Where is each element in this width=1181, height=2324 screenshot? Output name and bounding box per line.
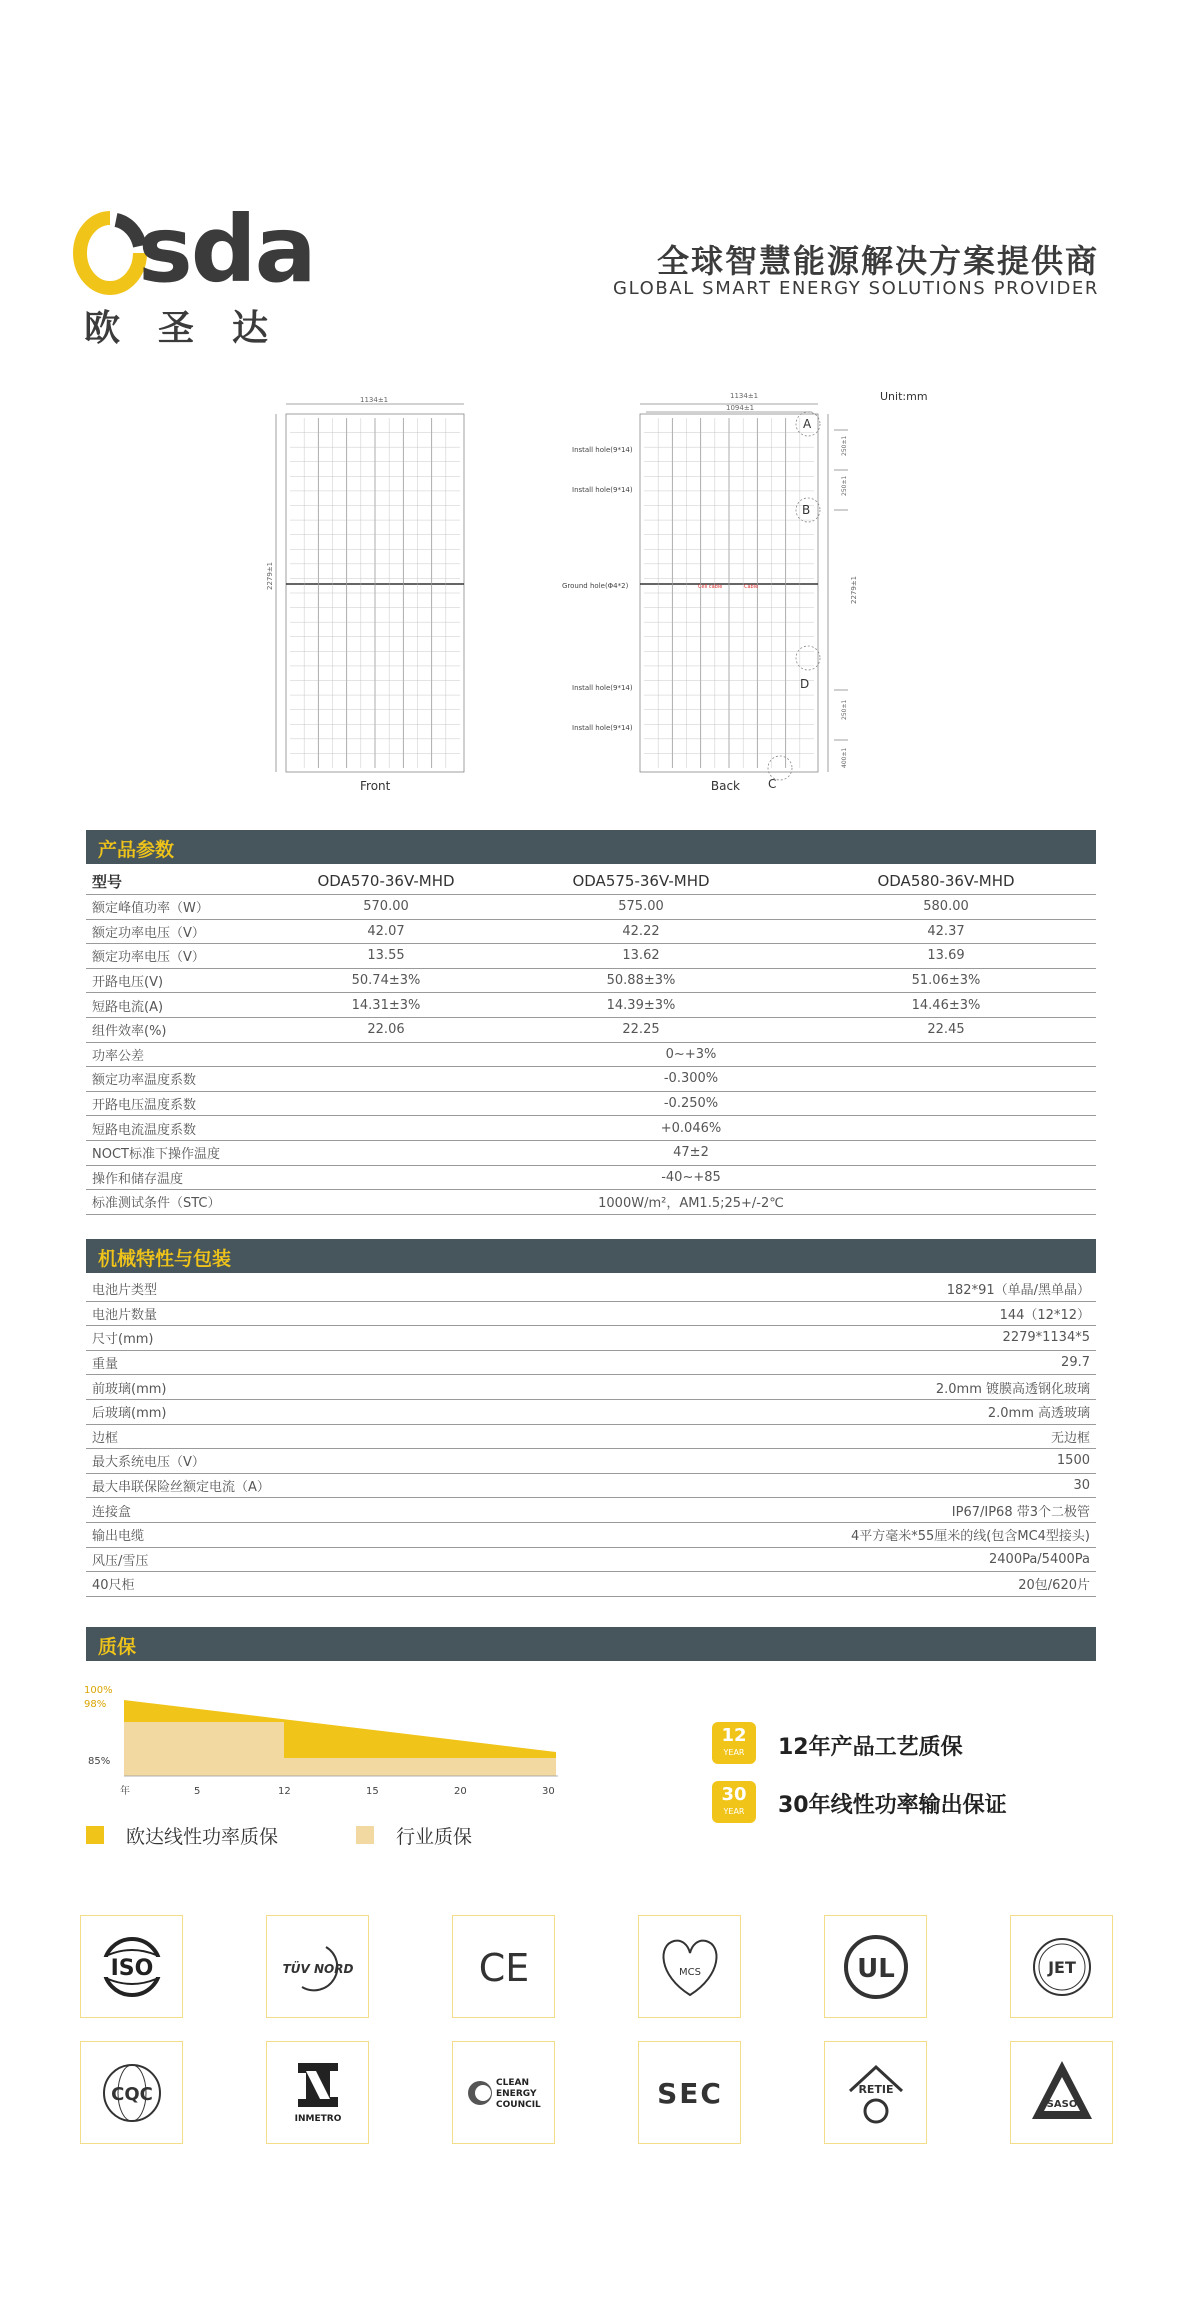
params-header-cell: 型号 xyxy=(86,868,286,895)
cert-jet xyxy=(1010,1915,1113,2018)
param-value: 22.45 xyxy=(796,1017,1096,1042)
mech-value: 2279*1134*5 xyxy=(586,1326,1096,1351)
table-row xyxy=(86,1140,1096,1165)
mech-label: 电池片数量 xyxy=(86,1301,586,1326)
slogan-chinese: 全球智慧能源解决方案提供商 xyxy=(656,242,1099,280)
param-value: -0.250% xyxy=(286,1091,1096,1116)
table-row xyxy=(86,895,1096,920)
mech-label: 电池片类型 xyxy=(86,1277,586,1301)
param-value: 570.00 xyxy=(286,895,486,920)
cert-jet-text: JET xyxy=(1047,1957,1076,1977)
section-bar-params xyxy=(86,830,1096,864)
table-row xyxy=(86,1399,1096,1424)
cert-ce xyxy=(452,1915,555,2018)
badge-30-num: 30 xyxy=(721,1784,747,1805)
cert-retie-text: RETIE xyxy=(857,2082,894,2096)
badge-12-year xyxy=(712,1722,756,1764)
cable-minus: Cell cable xyxy=(698,584,723,590)
param-label: 开路电压(V) xyxy=(86,968,286,993)
cert-cqc-text: CQC xyxy=(110,2083,153,2105)
param-value: 13.69 xyxy=(796,944,1096,969)
param-label: 额定峰值功率（W） xyxy=(86,895,286,920)
cert-saso xyxy=(1010,2041,1113,2144)
param-value: 22.06 xyxy=(286,1017,486,1042)
param-label: 开路电压温度系数 xyxy=(86,1091,286,1116)
back-view xyxy=(640,404,848,780)
install-hole-4: Install hole(9*14) xyxy=(572,724,633,732)
mech-label: 前玻璃(mm) xyxy=(86,1375,586,1400)
mech-label: 连接盒 xyxy=(86,1498,586,1523)
param-value: 47±2 xyxy=(286,1140,1096,1165)
table-row xyxy=(86,1547,1096,1572)
table-row xyxy=(86,1067,1096,1092)
param-label: 额定功率电压（V） xyxy=(86,944,286,969)
y-label-100: 100% xyxy=(84,1685,113,1696)
param-value: 50.88±3% xyxy=(486,968,796,993)
param-label: 短路电流(A) xyxy=(86,993,286,1018)
detail-a: A xyxy=(803,417,812,431)
x-label-15: 15 xyxy=(366,1786,379,1797)
mech-label: 后玻璃(mm) xyxy=(86,1399,586,1424)
cert-cec-line2: ENERGY xyxy=(495,2088,536,2099)
table-row xyxy=(86,993,1096,1018)
legend-swatch-osda xyxy=(86,1826,104,1844)
param-label: 功率公差 xyxy=(86,1042,286,1067)
mech-label: 最大串联保险丝额定电流（A） xyxy=(86,1473,586,1498)
table-row xyxy=(86,1350,1096,1375)
mech-value: 2.0mm 高透玻璃 xyxy=(586,1399,1096,1424)
param-value: 50.74±3% xyxy=(286,968,486,993)
section-title-params: 产品参数 xyxy=(98,839,175,861)
table-row xyxy=(86,1326,1096,1351)
table-row xyxy=(86,1017,1096,1042)
cert-inmetro-text: INMETRO xyxy=(294,2113,341,2124)
cert-cec-line1: CLEAN xyxy=(495,2077,529,2088)
table-row xyxy=(86,1277,1096,1301)
unit-label: Unit:mm xyxy=(880,390,928,403)
section-title-mech: 机械特性与包装 xyxy=(98,1248,232,1270)
detail-d: D xyxy=(800,677,810,691)
front-height-dim: 2279±1 xyxy=(266,561,274,590)
table-row xyxy=(86,944,1096,969)
cert-inmetro xyxy=(266,2041,369,2144)
mech-value: 4平方毫米*55厘米的线(包含MC4型接头) xyxy=(586,1522,1096,1547)
params-header-cell: ODA575-36V-MHD xyxy=(486,868,796,895)
dim-top-1: 250±1 xyxy=(841,435,848,456)
dim-top-2: 250±1 xyxy=(841,475,848,496)
params-header-cell: ODA580-36V-MHD xyxy=(796,868,1096,895)
table-row xyxy=(86,1424,1096,1449)
table-row xyxy=(86,1449,1096,1474)
legend-label-industry: 行业质保 xyxy=(396,1826,473,1848)
logo-o-icon xyxy=(78,214,142,292)
detail-b: B xyxy=(802,503,811,517)
param-value: 580.00 xyxy=(796,895,1096,920)
table-row xyxy=(86,1301,1096,1326)
back-height-dim: 2279±1 xyxy=(850,575,858,604)
param-value: -0.300% xyxy=(286,1067,1096,1092)
mech-label: 尺寸(mm) xyxy=(86,1326,586,1351)
param-label: NOCT标准下操作温度 xyxy=(86,1140,286,1165)
install-hole-2: Install hole(9*14) xyxy=(572,486,633,494)
install-hole-1: Install hole(9*14) xyxy=(572,446,633,454)
params-table xyxy=(86,868,1096,1215)
mech-value: 无边框 xyxy=(586,1424,1096,1449)
dim-bot-2: 400±1 xyxy=(841,747,848,768)
mech-value: 1500 xyxy=(586,1449,1096,1474)
y-label-98: 98% xyxy=(84,1699,107,1710)
badge-12-unit: YEAR xyxy=(723,1748,745,1757)
param-label: 操作和储存温度 xyxy=(86,1165,286,1190)
table-row xyxy=(86,919,1096,944)
section-bar-warranty xyxy=(86,1627,1096,1661)
cert-saso-text: SASO xyxy=(1046,2098,1077,2110)
param-label: 组件效率(%) xyxy=(86,1017,286,1042)
mech-label: 重量 xyxy=(86,1350,586,1375)
badge-30-year xyxy=(712,1781,756,1823)
legend-swatch-industry xyxy=(356,1826,374,1844)
cert-cec-line3: COUNCIL xyxy=(495,2099,541,2110)
x-label-0: 年 xyxy=(120,1786,130,1797)
dim-bot-1: 250±1 xyxy=(841,699,848,720)
param-label: 额定功率温度系数 xyxy=(86,1067,286,1092)
param-value: 42.22 xyxy=(486,919,796,944)
param-label: 额定功率电压（V） xyxy=(86,919,286,944)
y-label-85: 85% xyxy=(88,1756,111,1767)
cert-mcs xyxy=(638,1915,741,2018)
front-label: Front xyxy=(360,779,391,793)
table-row xyxy=(86,1375,1096,1400)
legend-label-osda: 欧达线性功率质保 xyxy=(126,1826,279,1848)
mech-value: 144（12*12） xyxy=(586,1301,1096,1326)
table-row xyxy=(86,1190,1096,1215)
table-row xyxy=(86,1116,1096,1141)
cert-iso-text: ISO xyxy=(110,1955,153,1981)
mech-value: 182*91（单晶/黑单晶） xyxy=(586,1277,1096,1301)
mech-label: 40尺柜 xyxy=(86,1572,586,1597)
table-row xyxy=(86,968,1096,993)
mech-table xyxy=(86,1277,1096,1597)
warranty-chart xyxy=(80,1660,560,1797)
param-value: 14.31±3% xyxy=(286,993,486,1018)
logo-chinese: 欧圣达 xyxy=(84,308,307,349)
param-value: 1000W/m²，AM1.5;25+/-2℃ xyxy=(286,1190,1096,1215)
cert-ul-text: UL xyxy=(856,1953,895,1984)
front-width-dim: 1134±1 xyxy=(360,396,389,404)
badge-30-unit: YEAR xyxy=(723,1807,745,1816)
table-row xyxy=(86,1091,1096,1116)
table-row xyxy=(86,1165,1096,1190)
mech-value: 20包/620片 xyxy=(586,1572,1096,1597)
table-row xyxy=(86,1042,1096,1067)
mech-value: IP67/IP68 带3个二极管 xyxy=(586,1498,1096,1523)
param-value: 575.00 xyxy=(486,895,796,920)
param-label: 标准测试条件（STC） xyxy=(86,1190,286,1215)
install-hole-3: Install hole(9*14) xyxy=(572,684,633,692)
ground-hole: Ground hole(Φ4*2) xyxy=(562,582,629,590)
x-label-12: 12 xyxy=(278,1786,291,1797)
back-inner-width-dim: 1094±1 xyxy=(726,404,755,412)
param-value: 42.07 xyxy=(286,919,486,944)
table-row xyxy=(86,1498,1096,1523)
cert-sec-text: SEC xyxy=(656,2076,723,2110)
back-label: Back xyxy=(710,779,740,793)
param-value: 14.39±3% xyxy=(486,993,796,1018)
table-row xyxy=(86,1473,1096,1498)
param-value: 13.55 xyxy=(286,944,486,969)
cable-plus: Cable xyxy=(744,584,759,590)
param-value: +0.046% xyxy=(286,1116,1096,1141)
params-header-row xyxy=(86,868,1096,895)
cert-ce-text: CE xyxy=(478,1945,529,1990)
warranty-text-12: 12年产品工艺质保 xyxy=(778,1735,963,1760)
panel-drawing xyxy=(260,390,960,800)
badge-12-num: 12 xyxy=(721,1725,747,1746)
mech-label: 最大系统电压（V） xyxy=(86,1449,586,1474)
cert-sec xyxy=(638,2041,741,2144)
back-width-dim: 1134±1 xyxy=(730,392,759,400)
param-value: 51.06±3% xyxy=(796,968,1096,993)
param-value: 14.46±3% xyxy=(796,993,1096,1018)
company-logo xyxy=(78,196,358,349)
cert-iso xyxy=(80,1915,183,2018)
table-row xyxy=(86,1522,1096,1547)
cert-ul xyxy=(824,1915,927,2018)
x-label-20: 20 xyxy=(454,1786,467,1797)
param-label: 短路电流温度系数 xyxy=(86,1116,286,1141)
cert-cec xyxy=(452,2041,555,2144)
warranty-text-30: 30年线性功率输出保证 xyxy=(778,1793,1007,1818)
mech-value: 2.0mm 镀膜高透钢化玻璃 xyxy=(586,1375,1096,1400)
cert-retie xyxy=(824,2041,927,2144)
params-header-cell: ODA570-36V-MHD xyxy=(286,868,486,895)
cert-tuv-text: TÜV NORD xyxy=(282,1961,353,1976)
param-value: 13.62 xyxy=(486,944,796,969)
mech-value: 2400Pa/5400Pa xyxy=(586,1547,1096,1572)
table-row xyxy=(86,1572,1096,1597)
mech-value: 30 xyxy=(586,1473,1096,1498)
x-label-30: 30 xyxy=(542,1786,555,1797)
mech-label: 边框 xyxy=(86,1424,586,1449)
mech-label: 风压/雪压 xyxy=(86,1547,586,1572)
section-bar-mech xyxy=(86,1239,1096,1273)
param-value: -40~+85 xyxy=(286,1165,1096,1190)
section-title-warranty: 质保 xyxy=(98,1636,137,1658)
mech-value: 29.7 xyxy=(586,1350,1096,1375)
detail-c: C xyxy=(768,777,777,791)
slogan-english: GLOBAL SMART ENERGY SOLUTIONS PROVIDER xyxy=(613,278,1099,299)
cert-mcs-text: MCS xyxy=(678,1966,701,1978)
param-value: 0~+3% xyxy=(286,1042,1096,1067)
cert-cqc xyxy=(80,2041,183,2144)
logo-latin: sda xyxy=(138,196,315,303)
param-value: 22.25 xyxy=(486,1017,796,1042)
cert-tuv xyxy=(266,1915,369,2018)
mech-label: 输出电缆 xyxy=(86,1522,586,1547)
x-label-5: 5 xyxy=(194,1786,201,1797)
param-value: 42.37 xyxy=(796,919,1096,944)
